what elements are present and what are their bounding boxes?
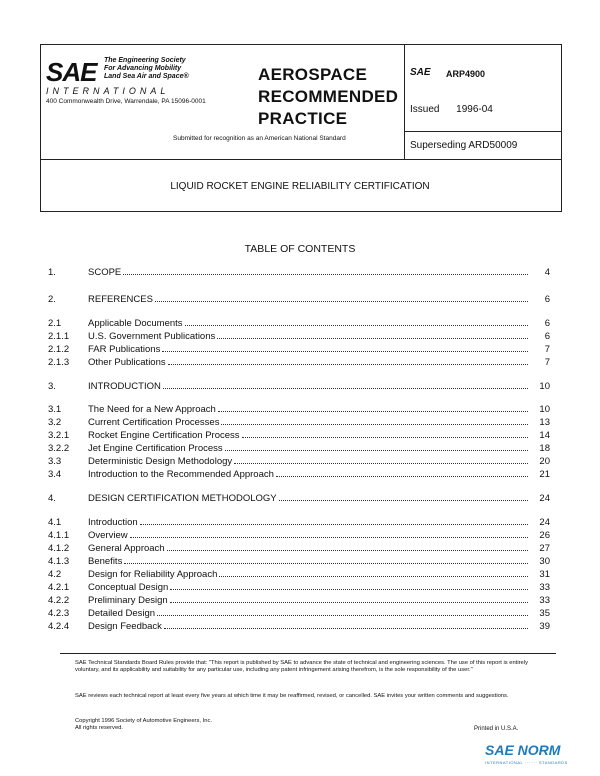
- toc-page-number: 10: [539, 404, 550, 415]
- toc-number: 2.: [48, 294, 56, 305]
- toc-number: 4.2: [48, 569, 62, 580]
- toc-page-number: 33: [539, 582, 550, 593]
- toc-entry: [48, 427, 550, 441]
- toc-entry: [48, 354, 550, 368]
- toc-entry: [48, 291, 550, 305]
- toc-page-number: 7: [544, 357, 550, 368]
- toc-leader-dots: [221, 424, 528, 425]
- toc-leader-dots: [164, 628, 528, 629]
- doc-type: AEROSPACE RECOMMENDED PRACTICE: [258, 65, 399, 128]
- toc-title: The Need for a New Approach: [88, 404, 216, 415]
- printed-in: Printed in U.S.A.: [474, 726, 519, 732]
- toc-leader-dots: [140, 524, 528, 525]
- header-divider: [404, 44, 405, 159]
- toc-leader-dots: [279, 500, 528, 501]
- toc-page-number: 27: [539, 543, 550, 554]
- toc-page-number: 26: [539, 530, 550, 541]
- toc-leader-dots: [155, 301, 528, 302]
- sae-tagline: The Engineering Society For Advancing Mobility Land Sea Air and Space®: [104, 57, 189, 80]
- international-label: INTERNATIONAL: [46, 86, 170, 96]
- toc-number: 1.: [48, 267, 56, 278]
- toc-number: 4.2.4: [48, 621, 70, 632]
- toc-leader-dots: [170, 589, 528, 590]
- toc-entry: [48, 579, 550, 593]
- toc-number: 4.1.2: [48, 543, 70, 554]
- toc-page-number: 18: [539, 443, 550, 454]
- toc-number: 3.4: [48, 469, 62, 480]
- header-top-rule: [40, 44, 562, 45]
- toc-page-number: 10: [539, 381, 550, 392]
- toc-title: Introduction: [88, 517, 138, 528]
- toc-number: 2.1.3: [48, 357, 70, 368]
- toc-number: 3.3: [48, 456, 62, 467]
- document-title: LIQUID ROCKET ENGINE RELIABILITY CERTIFICATION: [170, 181, 430, 192]
- toc-entry: [48, 315, 550, 329]
- toc-page-number: 39: [539, 621, 550, 632]
- toc-page-number: 24: [539, 493, 550, 504]
- toc-entry: [48, 566, 550, 580]
- sae-norm-watermark: SAE NORM: [485, 742, 561, 758]
- toc-number: 4.2.2: [48, 595, 70, 606]
- toc-entry: [48, 453, 550, 467]
- toc-entry: [48, 341, 550, 355]
- toc-entry: [48, 490, 550, 504]
- toc-leader-dots: [234, 463, 528, 464]
- toc-entry: [48, 605, 550, 619]
- toc-leader-dots: [217, 338, 528, 339]
- address: 400 Commonwealth Drive, Warrendale, PA 15096-0001: [46, 98, 206, 105]
- toc-leader-dots: [163, 388, 528, 389]
- toc-leader-dots: [168, 364, 528, 365]
- submitted-note: Submitted for recognition as an American National Standard: [173, 135, 346, 142]
- toc-title: Design for Reliability Approach: [88, 569, 218, 580]
- footer-rule: [60, 653, 556, 654]
- toc-page-number: 24: [539, 517, 550, 528]
- toc-title: U.S. Government Publications: [88, 331, 216, 342]
- sae-logo: SAE: [46, 57, 97, 87]
- superseding-info: Superseding ARD50009: [410, 140, 518, 151]
- toc-leader-dots: [276, 476, 528, 477]
- toc-title: Design Feedback: [88, 621, 162, 632]
- toc-number: 2.1.2: [48, 344, 70, 355]
- toc-number: 4.2.3: [48, 608, 70, 619]
- toc-entry: [48, 378, 550, 392]
- toc-title: Jet Engine Certification Process: [88, 443, 223, 454]
- toc-number: 4.1.3: [48, 556, 70, 567]
- toc-title: Current Certification Processes: [88, 417, 220, 428]
- toc-title: Deterministic Design Methodology: [88, 456, 233, 467]
- toc-page-number: 4: [544, 267, 550, 278]
- toc-leader-dots: [130, 537, 528, 538]
- toc-leader-dots: [170, 602, 528, 603]
- sae-norm-subtext: INTERNATIONAL ··· ··· STANDARDS: [485, 760, 568, 765]
- toc-number: 4.: [48, 493, 56, 504]
- toc-number: 3.2.1: [48, 430, 70, 441]
- toc-entry: [48, 328, 550, 342]
- toc-number: 2.1: [48, 318, 62, 329]
- sae-small-logo: SAE: [410, 67, 431, 78]
- toc-entry: [48, 592, 550, 606]
- toc-number: 3.2.2: [48, 443, 70, 454]
- toc-entry: [48, 414, 550, 428]
- toc-number: 4.1.1: [48, 530, 70, 541]
- issued-info: Issued 1996-04: [410, 104, 493, 115]
- toc-page-number: 30: [539, 556, 550, 567]
- toc-page-number: 35: [539, 608, 550, 619]
- toc-page-number: 6: [544, 294, 550, 305]
- toc-page-number: 21: [539, 469, 550, 480]
- toc-number: 3.2: [48, 417, 62, 428]
- toc-heading: TABLE OF CONTENTS: [244, 243, 356, 255]
- toc-title: Other Publications: [88, 357, 166, 368]
- toc-page-number: 6: [544, 331, 550, 342]
- toc-number: 4.2.1: [48, 582, 70, 593]
- toc-entry: [48, 401, 550, 415]
- toc-title: SCOPE: [88, 267, 122, 278]
- toc-leader-dots: [162, 351, 528, 352]
- toc-title: Benefits: [88, 556, 123, 567]
- copyright-text: Copyright 1996 Society of Automotive Engineers, Inc.: [75, 718, 212, 724]
- issued-divider: [404, 131, 562, 132]
- toc-title: FAR Publications: [88, 344, 161, 355]
- toc-title: DESIGN CERTIFICATION METHODOLOGY: [88, 493, 277, 504]
- toc-page-number: 7: [544, 344, 550, 355]
- toc-page-number: 31: [539, 569, 550, 580]
- toc-leader-dots: [242, 437, 528, 438]
- toc-leader-dots: [157, 615, 528, 616]
- header-bottom-rule: [40, 159, 562, 160]
- toc-entry: [48, 527, 550, 541]
- toc-number: 2.1.1: [48, 331, 70, 342]
- toc-leader-dots: [219, 576, 528, 577]
- toc-entry: [48, 440, 550, 454]
- toc-page-number: 6: [544, 318, 550, 329]
- toc-title: Rocket Engine Certification Process: [88, 430, 240, 441]
- title-bottom-rule: [40, 211, 562, 212]
- toc-title: INTRODUCTION: [88, 381, 161, 392]
- toc-entry: [48, 540, 550, 554]
- toc-entry: [48, 466, 550, 480]
- board-rules-text: SAE Technical Standards Board Rules provide that: "This report is published by SAE to advance the state of technical and engineering sciences. The use of this report is entirely voluntary, and its applicability and suitability for any particular use, including any patent infringement arising therefrom, is the sole responsibility of the user.": [75, 660, 528, 673]
- toc-leader-dots: [123, 274, 528, 275]
- rights-text: All rights reserved.: [75, 725, 124, 731]
- toc-number: 4.1: [48, 517, 62, 528]
- toc-leader-dots: [185, 325, 528, 326]
- doc-number: ARP4900: [446, 69, 486, 79]
- toc-page-number: 33: [539, 595, 550, 606]
- toc-title: Applicable Documents: [88, 318, 183, 329]
- toc-page-number: 13: [539, 417, 550, 428]
- toc-title: General Approach: [88, 543, 165, 554]
- toc-page-number: 14: [539, 430, 550, 441]
- toc-number: 3.: [48, 381, 56, 392]
- toc-page-number: 20: [539, 456, 550, 467]
- toc-leader-dots: [225, 450, 528, 451]
- toc-leader-dots: [218, 411, 528, 412]
- toc-entry: [48, 618, 550, 632]
- toc-entry: [48, 514, 550, 528]
- toc-entry: [48, 264, 550, 278]
- toc-title: Introduction to the Recommended Approach: [88, 469, 274, 480]
- toc-entry: [48, 553, 550, 567]
- toc-title: Preliminary Design: [88, 595, 168, 606]
- toc-number: 3.1: [48, 404, 62, 415]
- toc-leader-dots: [167, 550, 528, 551]
- review-text: SAE reviews each technical report at least every five years at which time it may be reaffirmed, revised, or cancelled. SAE invites your written comments and suggestions.: [75, 693, 509, 699]
- toc-title: Overview: [88, 530, 128, 541]
- toc-leader-dots: [124, 563, 528, 564]
- toc-title: REFERENCES: [88, 294, 153, 305]
- toc-title: Conceptual Design: [88, 582, 169, 593]
- toc-title: Detailed Design: [88, 608, 156, 619]
